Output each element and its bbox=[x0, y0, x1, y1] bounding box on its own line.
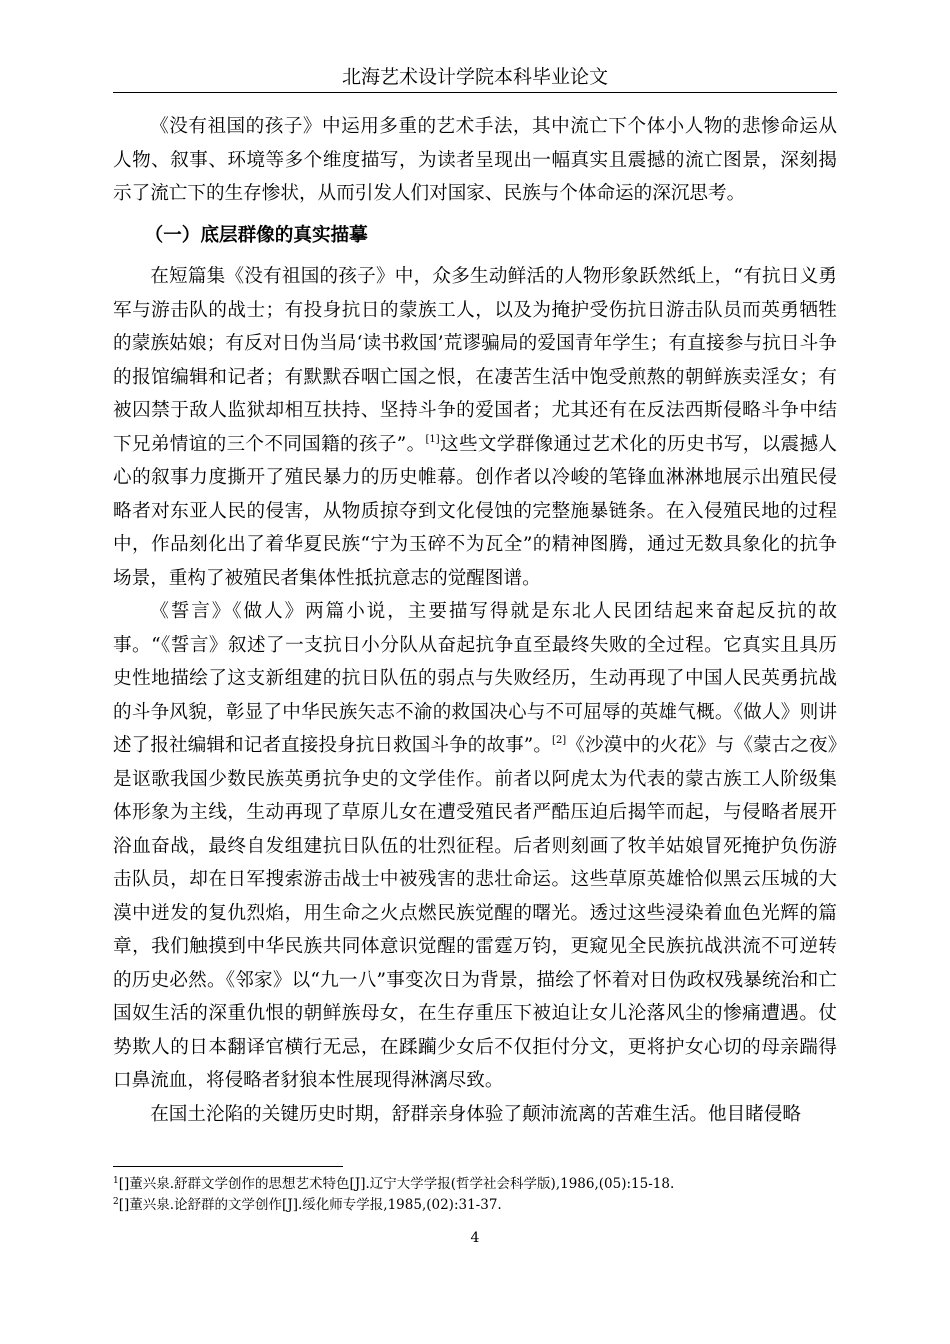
paragraph-1-text-b: 这些文学群像通过艺术化的历史书写，以震撼人心的叙事力度撕开了殖民暴力的历史帷幕。创作者以冷峻的笔锋血淋淋地展示出殖民侵略者对东亚人民的侵害，从物质掠夺到文化侵蚀的完整施暴链条。在入侵殖民地的过程中，作品刻化出了着华夏民族“宁为玉碎不为瓦全”的精神图腾，通过无数具象化的抗争场景，重构了被殖民者集体性抵抗意志的觉醒图谱。 bbox=[113, 433, 837, 589]
paragraph-1-text-a: 在短篇集《没有祖国的孩子》中，众多生动鲜活的人物形象跃然纸上，“有抗日义勇军与游击队的战士；有投身抗日的蒙族工人，以及为掩护受伤抗日游击队员而英勇牺牲的蒙族姑娘；有反对日伪当局‘读书救国’荒谬骗局的爱国青年学生；有直接参与抗日斗争的报馆编辑和记者；有默默吞咽亡国之恨，在凄苦生活中饱受煎熬的朝鲜族卖淫女；有被囚禁于敌人监狱却相互扶持、坚持斗争的爱国者；尤其还有在反法西斯侵略斗争中结下兄弟情谊的三个不同国籍的孩子”。 bbox=[113, 266, 837, 455]
footnote-1 bbox=[113, 1174, 837, 1195]
paragraph-2 bbox=[113, 595, 837, 1098]
paragraph-3-text: 在国土沦陷的关键历史时期，舒群亲身体验了颠沛流离的苦难生活。他目睹侵略 bbox=[150, 1103, 801, 1125]
page-header bbox=[113, 62, 837, 93]
footnote-1-text: []董兴泉.舒群文学创作的思想艺术特色[J].辽宁大学学报(哲学社会科学版),1986,(05):15-18. bbox=[118, 1176, 675, 1192]
footnotes bbox=[113, 1174, 837, 1216]
paragraph-2-text-a: 《誓言》《做人》两篇小说，主要描写得就是东北人民团结起来奋起反抗的故事。“《誓言》叙述了一支抗日小分队从奋起抗争直至最终失败的全过程。它真实且具历史性地描绘了这支新组建的抗日队伍的弱点与失败经历，生动再现了中国人民英勇抗战的斗争风貌，彰显了中华民族矢志不渝的救国决心与不可屈辱的英雄气概。《做人》则讲述了报社编辑和记者直接投身抗日救国斗争的故事”。 bbox=[113, 601, 837, 756]
paragraph-3 bbox=[113, 1098, 837, 1132]
footnote-separator bbox=[113, 1166, 343, 1167]
citation-ref-1: [1] bbox=[425, 433, 440, 445]
body-text bbox=[113, 110, 837, 1131]
footnote-2 bbox=[113, 1195, 837, 1216]
header-title: 北海艺术设计学院本科毕业论文 bbox=[341, 66, 608, 88]
footnote-2-mark: 2 bbox=[113, 1197, 119, 1207]
paragraph-1 bbox=[113, 260, 837, 595]
page-number: 4 bbox=[470, 1230, 480, 1246]
paragraph-2-text-b: 《沙漠中的火花》与《蒙古之夜》是讴歌我国少数民族英勇抗争史的文学佳作。前者以阿虎太为代表的蒙古族工人阶级集体形象为主线，生动再现了草原儿女在遭受殖民者严酷压迫后揭竿而起，与侵略者展开浴血奋战，最终自发组建抗日队伍的壮烈征程。后者则刻画了牧羊姑娘冒死掩护负伤游击队员，却在日军搜索游击战士中被残害的悲壮命运。这些草原英雄恰似黑云压城的大漠中迸发的复仇烈焰，用生命之火点燃民族觉醒的曙光。透过这些浸染着血色光辉的篇章，我们触摸到中华民族共同体意识觉醒的雷霆万钧，更窥见全民族抗战洪流不可逆转的历史必然。《邻家》以“九一八”事变次日为背景，描绘了怀着对日伪政权残暴统治和亡国奴生活的深重仇恨的朝鲜族母女，在生存重压下被迫让女儿沦落风尘的惨痛遭遇。仗势欺人的日本翻译官横行无忌，在蹂躏少女后不仅拒付分文，更将护女心切的母亲踹得口鼻流血，将侵略者豺狼本性展现得淋漓尽致。 bbox=[113, 735, 837, 1091]
citation-ref-2: [2] bbox=[552, 735, 567, 746]
footnote-2-text: []董兴泉.论舒群的文学创作[J].绥化师专学报,1985,(02):31-37. bbox=[118, 1197, 502, 1213]
intro-paragraph bbox=[113, 110, 837, 211]
footnote-1-mark: 1 bbox=[113, 1176, 119, 1186]
section-heading: （一）底层群像的真实描摹 bbox=[144, 224, 368, 246]
intro-text: 《没有祖国的孩子》中运用多重的艺术手法，其中流亡下个体小人物的悲惨命运从人物、叙事、环境等多个维度描写，为读者呈现出一幅真实且震撼的流亡图景，深刻揭示了流亡下的生存惨状，从而引发人们对国家、民族与个体命运的深沉思考。 bbox=[113, 116, 837, 204]
